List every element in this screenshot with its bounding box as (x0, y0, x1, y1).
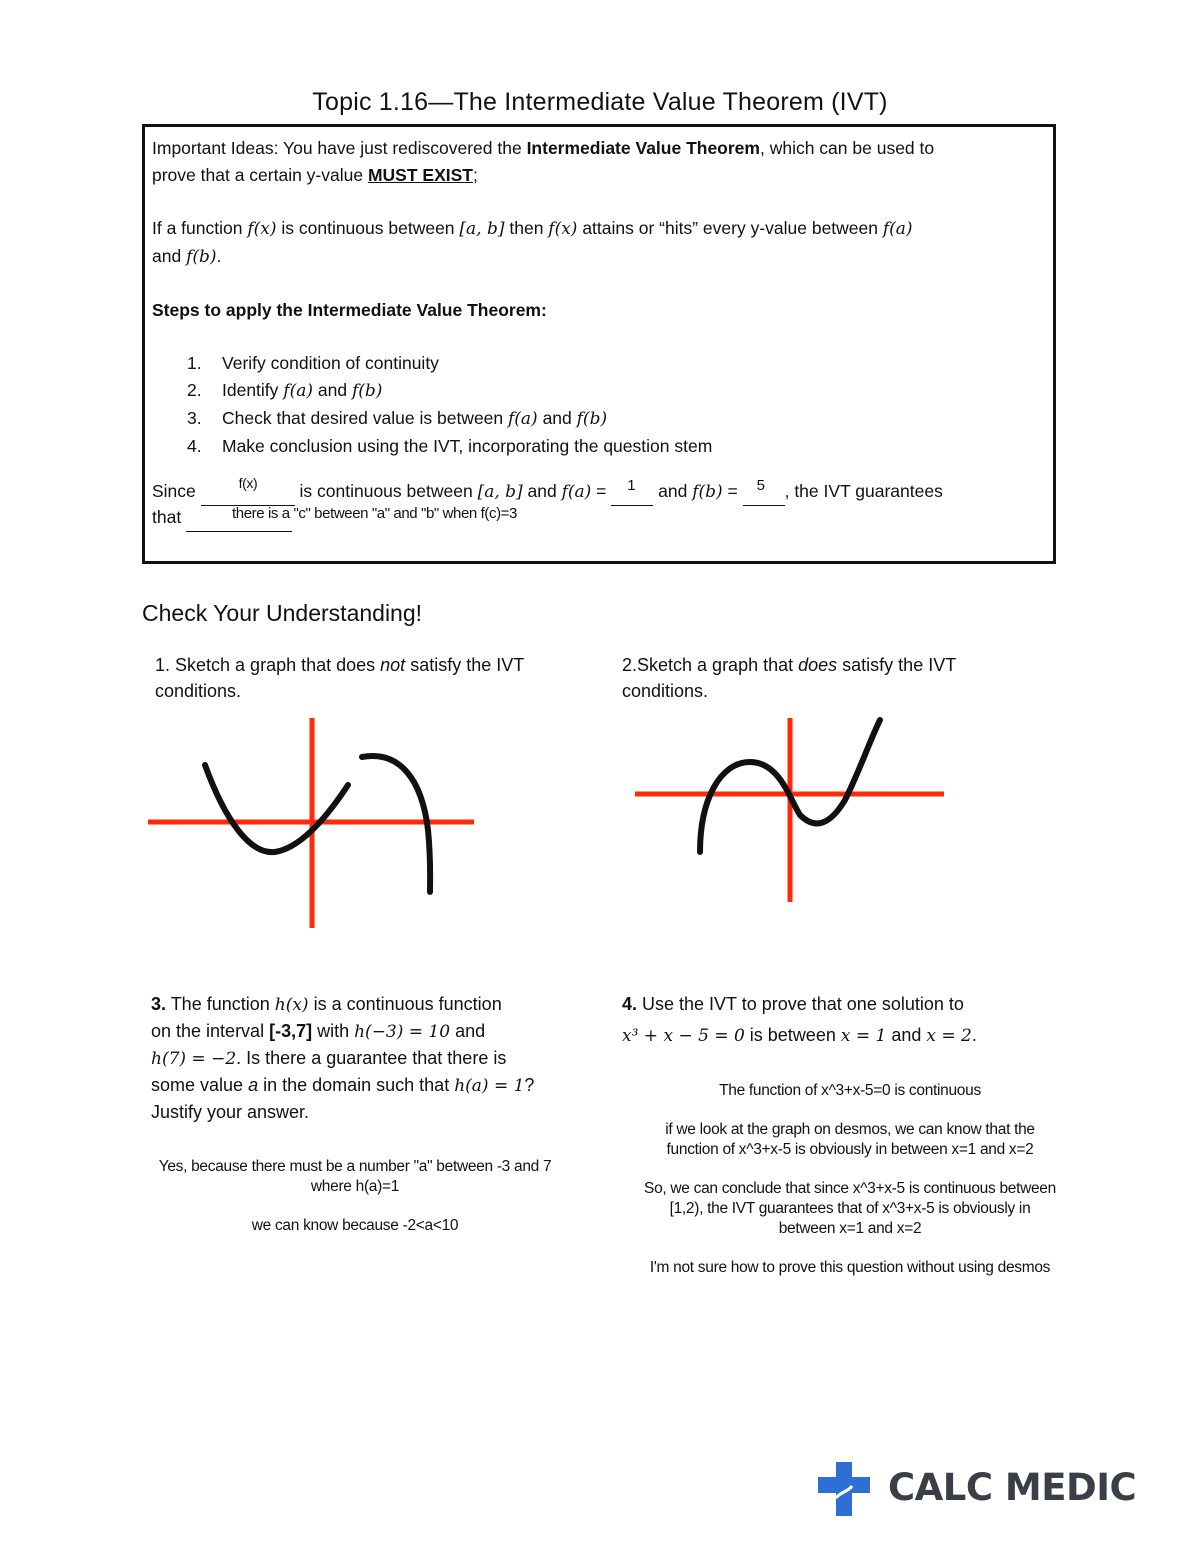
since-text-2: and (522, 481, 562, 501)
ideas-text-2: , which can be used to (759, 138, 935, 158)
math-hx: h(x) (274, 995, 309, 1015)
equals-2: = (722, 481, 743, 501)
list-item (152, 433, 1052, 460)
handwritten-fx: f(x) (238, 475, 258, 491)
q-text-4: with (312, 1021, 355, 1041)
q-text-2: satisfy the IVT (837, 655, 957, 675)
steps-list (152, 350, 1052, 460)
curve-left-piece (205, 765, 348, 852)
q-text-7: some value (151, 1075, 249, 1095)
thm-text-4: attains or “hits” every y-value between (577, 218, 883, 238)
math-h-neg3: h(−3) = 10 (354, 1022, 451, 1042)
answer-line: where h(a)=1 (310, 1178, 400, 1195)
question-2 (622, 652, 1062, 704)
step-number: 3. (187, 408, 202, 428)
ideas-lead: Important Ideas: (152, 138, 279, 158)
since-label: Since (152, 481, 196, 501)
q-text: Use the IVT to prove that one solution to (637, 994, 964, 1014)
ideas-text: You have just rediscovered the (278, 138, 527, 158)
math-fa: f(a) (882, 219, 913, 239)
q-text-3: conditions. (622, 681, 709, 701)
q-number: 3. (151, 994, 167, 1014)
answer-line: Yes, because there must be a number "a" between -3 and 7 (158, 1158, 552, 1175)
q-text-3: conditions. (155, 681, 242, 701)
math-fb: f(b) (692, 482, 723, 502)
sketch-2-graph (630, 710, 950, 910)
thm-period: . (216, 246, 222, 266)
answer-line: So, we can conclude that since x^3+x-5 is continuous between (644, 1180, 1056, 1197)
step-text: Check that desired value is between (222, 408, 508, 428)
step-number: 4. (187, 436, 202, 456)
blank-function[interactable] (201, 475, 295, 506)
q-text-2: is a continuous function (308, 994, 502, 1014)
list-item (152, 377, 1052, 405)
math-ha: h(a) = 1 (454, 1076, 525, 1096)
that-label: that (152, 507, 182, 527)
math-interval: [a, b] (477, 482, 523, 502)
step-text: Identify (222, 380, 284, 400)
q-text-2: satisfy the IVT (405, 655, 525, 675)
equals: = (591, 481, 612, 501)
step-text: and (313, 380, 352, 400)
q-number: 2. (622, 655, 638, 675)
handwritten-conclusion: there is a "c" between "a" and "b" when f(c)=3 (232, 505, 517, 522)
math-fa: f(a) (561, 482, 592, 502)
thm-text-2: is continuous between (276, 218, 460, 238)
question-1 (155, 652, 595, 704)
answer-line: if we look at the graph on desmos, we can know that the (665, 1121, 1035, 1138)
q-text-3: on the interval (151, 1021, 270, 1041)
answer-3 (90, 1157, 620, 1236)
q-var-a: a (248, 1075, 259, 1095)
step-text: Verify condition of continuity (222, 353, 439, 373)
q-number: 4. (622, 994, 638, 1014)
math-x1: x = 1 (840, 1026, 887, 1046)
answer-line: I'm not sure how to prove this question without using desmos (649, 1259, 1051, 1276)
handwritten-fa-value: 1 (627, 477, 636, 494)
q-emphasis: not (380, 655, 406, 675)
logo-text: CALC MEDIC (888, 1466, 1137, 1509)
q-text: Sketch a graph that (637, 655, 799, 675)
thm-text-5: and (152, 246, 187, 266)
sketch-1-graph (140, 710, 480, 930)
q-text-10: Justify your answer. (151, 1102, 310, 1122)
semicolon: ; (472, 165, 478, 185)
blank-fb[interactable] (743, 478, 785, 506)
q-text-2: is between (744, 1025, 841, 1045)
math-fa: f(a) (508, 409, 538, 429)
math-fa: f(a) (283, 381, 313, 401)
answer-4 (600, 1081, 1100, 1278)
must-exist: MUST EXIST (367, 165, 473, 185)
calc-medic-logo (818, 1462, 1137, 1518)
math-fx-2: f(x) (548, 219, 578, 239)
math-h7: h(7) = −2 (151, 1049, 237, 1069)
question-4 (622, 991, 1082, 1049)
q-interval: [-3,7] (269, 1021, 313, 1041)
important-ideas-text (152, 135, 1052, 460)
q-text-8: in the domain such that (258, 1075, 455, 1095)
q-number: 1. (155, 655, 171, 675)
answer-line: function of x^3+x-5 is obviously in between x=1 and x=2 (666, 1141, 1034, 1158)
math-interval: [a, b] (459, 219, 505, 239)
answer-line: between x=1 and x=2 (778, 1220, 922, 1237)
thm-text-3: then (504, 218, 549, 238)
math-fb: f(b) (351, 381, 383, 401)
page-title: Topic 1.16—The Intermediate Value Theorem (IVT) (312, 88, 888, 116)
ivt-bold: Intermediate Value Theorem (526, 138, 760, 158)
handwritten-fb-value: 5 (756, 477, 765, 494)
question-3 (151, 991, 611, 1125)
steps-heading: Steps to apply the Intermediate Value Theorem: (152, 300, 547, 320)
thm-text: If a function (152, 218, 248, 238)
list-item (152, 405, 1052, 433)
check-heading: Check Your Understanding! (142, 600, 423, 626)
math-fb: f(b) (576, 409, 608, 429)
step-number: 2. (187, 380, 202, 400)
since-line (152, 475, 1052, 506)
since-text-3: and (653, 481, 693, 501)
blank-fa[interactable] (611, 478, 653, 506)
q-text-4: . (971, 1025, 977, 1045)
answer-line: we can know because -2<a<10 (251, 1217, 459, 1234)
logo-cross-icon (818, 1462, 870, 1516)
math-fx: f(x) (247, 219, 277, 239)
answer-line: The function of x^3+x-5=0 is continuous (719, 1082, 981, 1099)
q-text: The function (166, 994, 275, 1014)
q-text-6: . Is there a guarantee that there is (236, 1048, 507, 1068)
step-number: 1. (187, 353, 202, 373)
list-item (152, 350, 1052, 377)
q-text: Sketch a graph that does (170, 655, 381, 675)
step-text: and (537, 408, 577, 428)
since-text: is continuous between (294, 481, 478, 501)
theorem-line (152, 215, 1052, 243)
math-equation: x³ + x − 5 = 0 (622, 1026, 745, 1046)
ideas-text-3: prove that a certain y-value (152, 165, 368, 185)
q-emphasis: does (798, 655, 838, 675)
q-text-3: and (886, 1025, 927, 1045)
step-text: Make conclusion using the IVT, incorporating the question stem (222, 436, 713, 456)
answer-line: [1,2), the IVT guarantees that of x^3+x-5 is obviously in (669, 1200, 1031, 1217)
math-x2: x = 2 (926, 1026, 972, 1046)
q-text-9: ? (524, 1075, 535, 1095)
q-text-5: and (450, 1021, 486, 1041)
since-text-4: , the IVT guarantees (784, 481, 943, 501)
math-fb: f(b) (186, 247, 217, 267)
